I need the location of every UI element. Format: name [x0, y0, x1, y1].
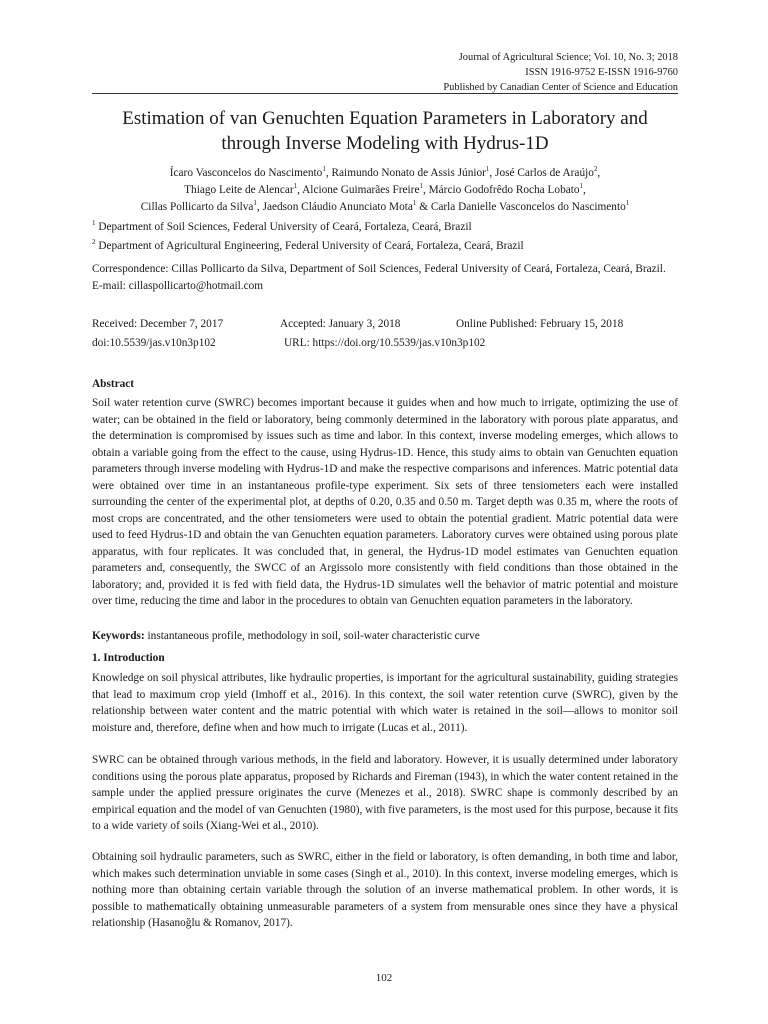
- received-date: Received: December 7, 2017: [92, 318, 224, 330]
- author-name: Jaedson Cláudio Anunciato Mota: [262, 201, 413, 213]
- abstract-text: Soil water retention curve (SWRC) becomes important because it guides when and how much to irrigate, optimizing the use of water; can be obtained in the field or laboratory, being commonly determined in the laboratory with porous plate apparatus, and the determination is compromised by issues such as time and labor. In this context, inverse modeling emerges, which allows to obtain a variable going from the effect to the cause, using Hydrus-1D. Hence, this study aims to obtain van Genuchten equation parameters through inverse modeling with Hydrus-1D and make the respective comparisons and inferences. Matric potential data were obtained over time in an instantaneous profile-type experiment. Six sets of three tensiometers each were installed surrounding the center of the experimental plot, at depths of 0.20, 0.35 and 0.50 m. Target depth was 0.35 m, where the roots of most crops are concentrated, and the other tensiometers were used to obtain the potential gradient. Matric potential data were used to feed Hydrus-1D and obtain the van Genuchten equation parameters. Laboratory curves were obtained using porous plate apparatus, with four replicates. It was concluded that, in general, the Hydrus-1D model estimates van Genuchten equation parameters and, consequently, the SWCC of an Argissolo more consistently with field conditions than those obtained in the laboratory; and, provided it is fed with field data, the Hydrus-1D simulates well the behavior of matric potential and moisture over time, reducing the time and labor in the procedures to obtain van Genuchten equation parameters in the laboratory.: [92, 397, 678, 607]
- author-affiliation-mark: 2: [593, 165, 598, 174]
- online-published-date: Online Published: February 15, 2018: [456, 318, 624, 330]
- title-line-2: through Inverse Modeling with Hydrus-1D: [221, 133, 549, 154]
- accepted-date: Accepted: January 3, 2018: [280, 318, 401, 330]
- title-line-1: Estimation of van Genuchten Equation Parameters in Laboratory and: [122, 108, 648, 129]
- journal-header: [443, 50, 678, 95]
- author-affiliation-mark: 1: [419, 182, 423, 191]
- author-name: Carla Danielle Vasconcelos do Nascimento: [430, 201, 626, 213]
- introduction-heading: 1. Introduction: [92, 652, 165, 664]
- author-affiliation-mark: 1: [322, 165, 326, 174]
- correspondence: Correspondence: Cillas Pollicarto da Silva, Department of Soil Sciences, Federal University of Ceará, Fortaleza, Ceará, Brazil. E-mail: cillaspollicarto@hotmail.com: [92, 263, 666, 292]
- author-affiliation-mark: 1: [579, 182, 584, 191]
- author-affiliation-mark: 1: [293, 182, 298, 191]
- author-name: Alcione Guimarães Freire: [302, 184, 420, 196]
- author-affiliation-mark: 1: [412, 199, 417, 208]
- author-list: [92, 165, 678, 216]
- author-line-1: Ícaro Vasconcelos do Nascimento$^1$, Raimundo Nonato de Assis Júnior$^1$, José Carlos de Araújo$^2$,: [169, 165, 601, 179]
- journal-citation: Journal of Agricultural Science; Vol. 10, No. 3; 2018: [458, 52, 678, 63]
- affiliation-mark: 1: [92, 219, 96, 228]
- author-name: Márcio Godofrêdo Rocha Lobato: [428, 184, 580, 196]
- keywords-label: Keywords:: [92, 630, 145, 642]
- affiliation-mark: 2: [92, 238, 96, 247]
- affiliation-text: Department of Soil Sciences, Federal University of Ceará, Fortaleza, Ceará, Brazil: [98, 221, 472, 233]
- affiliation-text: Department of Agricultural Engineering, Federal University of Ceará, Fortaleza, Ceará, Brazil: [98, 240, 524, 252]
- keywords-text: instantaneous profile, methodology in soil, soil-water characteristic curve: [147, 630, 480, 642]
- journal-publisher: Published by Canadian Center of Science and Education: [443, 82, 678, 93]
- author-line-2: Thiago Leite de Alencar$^1$, Alcione Guimarães Freire$^1$, Márcio Godofrêdo Rocha Lobato$^1$,: [184, 182, 586, 196]
- affiliation-1: [92, 219, 678, 236]
- author-affiliation-mark: 1: [253, 199, 257, 208]
- affiliation-2: [92, 238, 678, 255]
- author-name: Raimundo Nonato de Assis Júnior: [331, 167, 486, 179]
- paper-title: [92, 106, 678, 156]
- author-name: Cillas Pollicarto da Silva: [140, 201, 254, 213]
- doi: doi:10.5539/jas.v10n3p102: [92, 337, 216, 349]
- introduction-paragraph-2: SWRC can be obtained through various methods, in the field and laboratory. However, it is usually determined under laboratory conditions using the porous plate apparatus, proposed by Richards and Fireman (1943), in which the water content retained in the sample under the applied pressure originates the curve (Menezes et al., 2018). SWRC shape is commonly described by an empirical equation and the model of van Genuchten (1980), with five parameters, is the most used for this purpose, because it fits to a wide variety of soils (Xiang-Wei et al., 2010).: [92, 754, 678, 832]
- author-name: Thiago Leite de Alencar: [184, 184, 294, 196]
- keywords: [92, 628, 678, 645]
- author-affiliation-mark: 1: [485, 165, 490, 174]
- page-number: 102: [375, 972, 393, 984]
- abstract-heading: Abstract: [92, 378, 135, 390]
- introduction-paragraph-3: Obtaining soil hydraulic parameters, such as SWRC, either in the field or laboratory, is often demanding, in both time and labor, which makes such determination unviable in some cases (Singh et al., 2010). In this context, inverse modeling emerges, which is nothing more than obtaining certain variable through the solution of an inverse mathematical problem. In other words, it is possible to mathematically obtaining unmeasurable parameters of a system from mensurable ones since they have a physical relationship (Hasanoğlu & Romanov, 2017).: [92, 851, 678, 929]
- article-url[interactable]: URL: https://doi.org/10.5539/jas.v10n3p102: [284, 337, 486, 349]
- author-affiliation-mark: 1: [625, 199, 630, 208]
- author-name: Ícaro Vasconcelos do Nascimento: [169, 167, 323, 179]
- author-line-3: Cillas Pollicarto da Silva$^1$, Jaedson Cláudio Anunciato Mota$^1$ & Carla Danielle Vasconcelos do Nascimento$^1$: [140, 199, 630, 213]
- header-rule: [92, 93, 678, 94]
- author-name: José Carlos de Araújo: [495, 167, 594, 179]
- introduction-paragraph-1: Knowledge on soil physical attributes, like hydraulic properties, is important for the agricultural sustainability, guiding strategies that lead to maximum crop yield (Imhoff et al., 2016). In this context, the soil water retention curve (SWRC), given by the relationship between water content and the matric potential with which water is retained in the soil—allows to monitor soil moisture and, therefore, define when and how much to irrigate (Lucas et al., 2011).: [92, 672, 678, 734]
- journal-issn: ISSN 1916-9752 E-ISSN 1916-9760: [525, 67, 678, 78]
